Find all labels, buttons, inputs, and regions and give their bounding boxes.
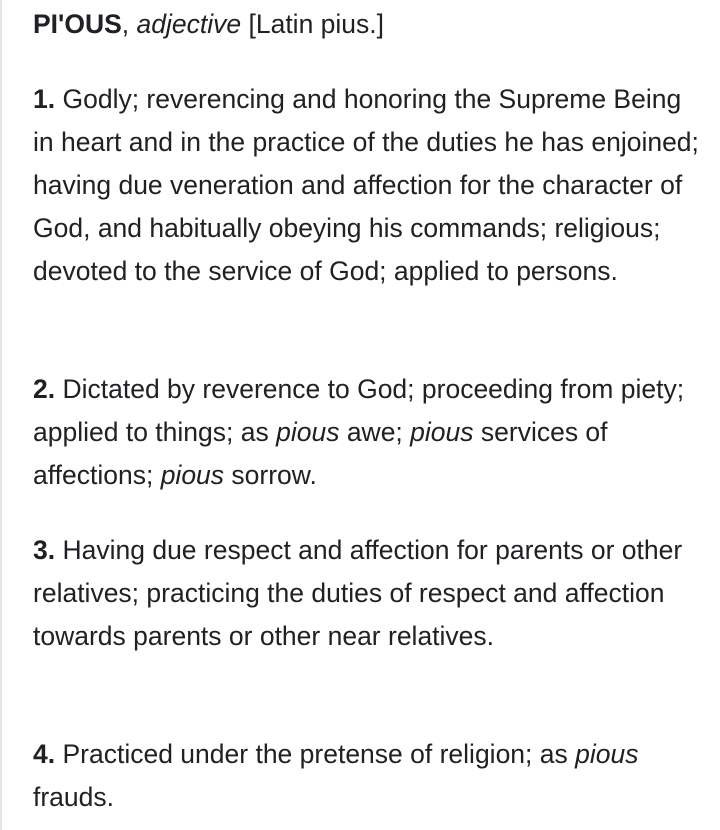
example-word: pious bbox=[160, 460, 225, 490]
sense-text-part: awe; bbox=[339, 417, 411, 447]
sense-number: 2. bbox=[33, 374, 56, 404]
sense-number: 1. bbox=[33, 84, 56, 114]
header-comma: , bbox=[121, 9, 130, 39]
left-border bbox=[0, 0, 2, 830]
sense-3 bbox=[33, 529, 703, 658]
example-word: pious bbox=[276, 417, 340, 447]
etymology: [Latin pius.] bbox=[248, 9, 385, 39]
sense-text-part: sorrow. bbox=[224, 460, 317, 490]
sense-text-part: Practiced under the pretense of religion; as bbox=[62, 739, 576, 769]
example-word: pious bbox=[410, 417, 474, 447]
entry-header bbox=[33, 3, 384, 46]
sense-text-part: frauds. bbox=[33, 782, 115, 812]
sense-text-part: Dictated by reverence to God; proceeding from piety; applied to things; as bbox=[33, 374, 685, 447]
sense-text: Godly; reverencing and honoring the Supreme Being in heart and in the practice of the duties he has enjoined; having due veneration and affection for the character of God, and habitually obeying his commands; religious; devoted to the service of God; applied to persons. bbox=[33, 84, 699, 286]
sense-text-part: services of affections; bbox=[33, 417, 608, 490]
sense-number: 3. bbox=[33, 535, 56, 565]
sense-1 bbox=[33, 78, 703, 293]
part-of-speech: adjective bbox=[136, 9, 242, 39]
example-word: pious bbox=[575, 739, 639, 769]
sense-text: Having due respect and affection for parents or other relatives; practicing the duties of respect and affection towards parents or other near relatives. bbox=[33, 535, 683, 651]
headword: PI'OUS bbox=[33, 9, 122, 39]
sense-2 bbox=[33, 368, 703, 497]
sense-number: 4. bbox=[33, 739, 56, 769]
sense-4 bbox=[33, 733, 703, 819]
